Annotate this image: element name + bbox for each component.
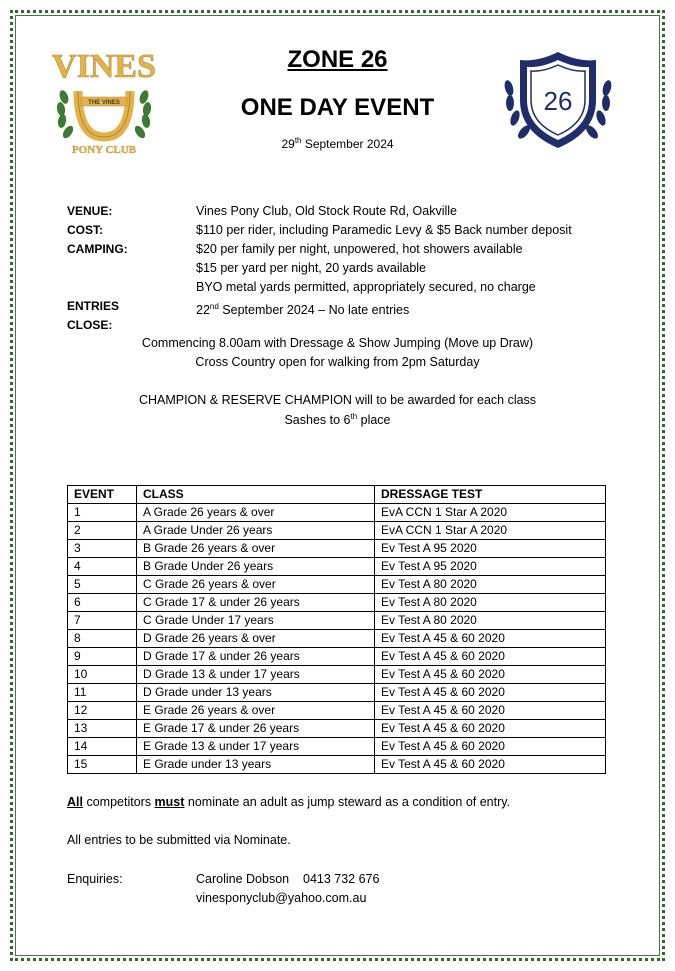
event-date: 29th September 2024 bbox=[281, 136, 394, 151]
cell-test: Ev Test A 80 2020 bbox=[375, 576, 606, 594]
awards-line-2: Sashes to 6th place bbox=[284, 412, 391, 428]
submission-note: All entries to be submitted via Nominate. bbox=[67, 833, 291, 847]
cell-event: 2 bbox=[68, 522, 137, 540]
event-title: ONE DAY EVENT bbox=[240, 94, 435, 121]
cell-class: D Grade 26 years & over bbox=[137, 630, 375, 648]
cell-event: 10 bbox=[68, 666, 137, 684]
cell-test: Ev Test A 45 & 60 2020 bbox=[375, 666, 606, 684]
cell-event: 8 bbox=[68, 630, 137, 648]
schedule-line-1: Commencing 8.00am with Dressage & Show Jumping (Move up Draw) bbox=[141, 336, 534, 350]
logo-vines-text: VINES bbox=[52, 48, 156, 85]
header-class: CLASS bbox=[137, 486, 375, 504]
cell-event: 11 bbox=[68, 684, 137, 702]
entries-value: 22nd September 2024 – No late entries bbox=[196, 302, 410, 318]
cell-event: 7 bbox=[68, 612, 137, 630]
awards-line-1: CHAMPION & RESERVE CHAMPION will to be awarded for each class bbox=[138, 393, 537, 407]
table-row bbox=[68, 738, 606, 756]
table-row bbox=[68, 630, 606, 648]
venue-label: VENUE: bbox=[67, 204, 113, 218]
logo-ribbon-text: THE VINES bbox=[88, 100, 120, 106]
cell-test: EvA CCN 1 Star A 2020 bbox=[375, 522, 606, 540]
enquiries-email: vinesponyclub@yahoo.com.au bbox=[196, 891, 367, 905]
header-dressage-test: DRESSAGE TEST bbox=[375, 486, 606, 504]
cell-event: 3 bbox=[68, 540, 137, 558]
table-row bbox=[68, 576, 606, 594]
cell-class: B Grade 26 years & over bbox=[137, 540, 375, 558]
camping-value-1: $20 per family per night, unpowered, hot showers available bbox=[196, 242, 523, 256]
cost-value: $110 per rider, including Paramedic Levy & $5 Back number deposit bbox=[196, 223, 572, 237]
cell-event: 4 bbox=[68, 558, 137, 576]
cell-test: Ev Test A 45 & 60 2020 bbox=[375, 738, 606, 756]
table-row bbox=[68, 558, 606, 576]
cost-label: COST: bbox=[67, 223, 103, 237]
cell-class: B Grade Under 26 years bbox=[137, 558, 375, 576]
logo-pony-club-text: PONY CLUB bbox=[71, 144, 137, 156]
cell-event: 15 bbox=[68, 756, 137, 774]
cell-event: 1 bbox=[68, 504, 137, 522]
cell-event: 6 bbox=[68, 594, 137, 612]
cell-test: Ev Test A 45 & 60 2020 bbox=[375, 720, 606, 738]
cell-test: Ev Test A 45 & 60 2020 bbox=[375, 648, 606, 666]
table-row bbox=[68, 756, 606, 774]
cell-class: D Grade 17 & under 26 years bbox=[137, 648, 375, 666]
table-row bbox=[68, 612, 606, 630]
events-table bbox=[67, 485, 606, 774]
table-row bbox=[68, 540, 606, 558]
cell-class: D Grade under 13 years bbox=[137, 684, 375, 702]
table-row bbox=[68, 666, 606, 684]
camping-value-3: BYO metal yards permitted, appropriately secured, no charge bbox=[196, 280, 536, 294]
entries-label: ENTRIES CLOSE: bbox=[67, 299, 120, 332]
table-row bbox=[68, 522, 606, 540]
cell-class: C Grade 17 & under 26 years bbox=[137, 594, 375, 612]
cell-test: Ev Test A 95 2020 bbox=[375, 540, 606, 558]
table-row bbox=[68, 702, 606, 720]
cell-class: E Grade 17 & under 26 years bbox=[137, 720, 375, 738]
cell-class: E Grade 26 years & over bbox=[137, 702, 375, 720]
venue-value: Vines Pony Club, Old Stock Route Rd, Oakville bbox=[196, 204, 458, 218]
table-header-row bbox=[68, 486, 606, 504]
cell-event: 14 bbox=[68, 738, 137, 756]
cell-class: C Grade Under 17 years bbox=[137, 612, 375, 630]
header-event: EVENT bbox=[68, 486, 137, 504]
cell-test: Ev Test A 95 2020 bbox=[375, 558, 606, 576]
cell-class: A Grade Under 26 years bbox=[137, 522, 375, 540]
table-row bbox=[68, 648, 606, 666]
enquiries-contact: Caroline Dobson 0413 732 676 bbox=[196, 872, 380, 886]
enquiries-label: Enquiries: bbox=[67, 872, 123, 886]
cell-test: Ev Test A 80 2020 bbox=[375, 594, 606, 612]
cell-test: EvA CCN 1 Star A 2020 bbox=[375, 504, 606, 522]
table-row bbox=[68, 504, 606, 522]
table-row bbox=[68, 684, 606, 702]
shield-number: 26 bbox=[543, 86, 573, 116]
camping-label: CAMPING: bbox=[67, 242, 128, 256]
table-row bbox=[68, 720, 606, 738]
cell-class: E Grade 13 & under 17 years bbox=[137, 738, 375, 756]
cell-class: D Grade 13 & under 17 years bbox=[137, 666, 375, 684]
cell-class: E Grade under 13 years bbox=[137, 756, 375, 774]
cell-event: 13 bbox=[68, 720, 137, 738]
table-row bbox=[68, 594, 606, 612]
cell-class: A Grade 26 years & over bbox=[137, 504, 375, 522]
cell-test: Ev Test A 45 & 60 2020 bbox=[375, 630, 606, 648]
schedule-line-2: Cross Country open for walking from 2pm Saturday bbox=[195, 355, 480, 369]
cell-class: C Grade 26 years & over bbox=[137, 576, 375, 594]
cell-event: 12 bbox=[68, 702, 137, 720]
zone-title: ZONE 26 bbox=[287, 46, 388, 73]
cell-test: Ev Test A 45 & 60 2020 bbox=[375, 702, 606, 720]
cell-test: Ev Test A 45 & 60 2020 bbox=[375, 756, 606, 774]
steward-note: All competitors must nominate an adult as jump steward as a condition of entry. bbox=[67, 795, 511, 809]
camping-value-2: $15 per yard per night, 20 yards available bbox=[196, 261, 427, 275]
cell-test: Ev Test A 45 & 60 2020 bbox=[375, 684, 606, 702]
cell-test: Ev Test A 80 2020 bbox=[375, 612, 606, 630]
cell-event: 5 bbox=[68, 576, 137, 594]
cell-event: 9 bbox=[68, 648, 137, 666]
